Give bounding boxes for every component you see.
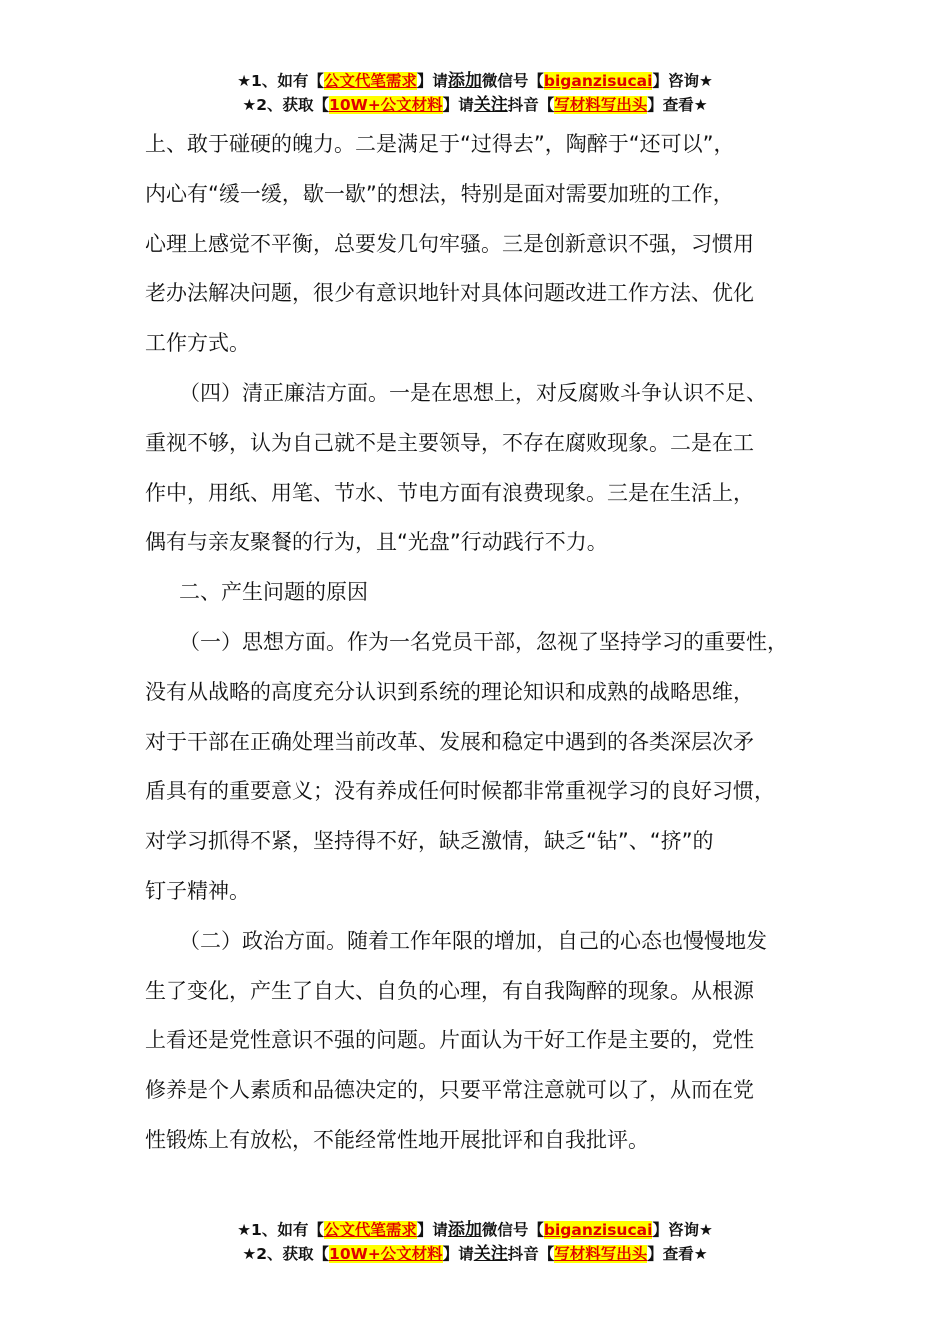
- text-line: 老办法解决问题，很少有意识地针对具体问题改进工作方法、优化: [145, 281, 754, 306]
- highlight: 公文代笔需求: [323, 1221, 417, 1239]
- text: 】请: [442, 1245, 474, 1263]
- text: ★2、获取【: [242, 1245, 330, 1263]
- text: ★1、如有【: [237, 72, 324, 90]
- underlined: 添加: [447, 1220, 482, 1240]
- banner-line-2: [0, 1242, 950, 1266]
- text: 抖音【: [507, 1245, 555, 1263]
- text-line: 对学习抓得不紧，坚持得不好，缺乏激情，缺乏“钻”、“挤”的: [145, 829, 714, 854]
- text: 抖音【: [507, 96, 555, 114]
- text-line: 对于干部在正确处理当前改革、发展和稳定中遇到的各类深层次矛: [145, 729, 754, 754]
- text-line: 工作方式。: [145, 331, 250, 356]
- highlight: 公文代笔需求: [323, 72, 417, 90]
- paragraph: [145, 120, 835, 369]
- highlight: 10W+公文材料: [329, 1245, 443, 1263]
- underlined: 添加: [447, 71, 482, 91]
- text: 】咨询★: [652, 1221, 713, 1239]
- text-line: 修养是个人素质和品德决定的，只要平常注意就可以了，从而在党: [145, 1078, 754, 1103]
- paragraph: [145, 618, 835, 917]
- paragraph: [145, 568, 835, 618]
- banner-line-1: [0, 69, 950, 93]
- text: 微信号【: [481, 72, 544, 90]
- douyin-id: 写材料写出头: [554, 96, 648, 114]
- text-line: 生了变化，产生了自大、自负的心理，有自我陶醉的现象。从根源: [145, 978, 754, 1003]
- document-body: [145, 120, 835, 1166]
- wechat-id: biganzisucai: [543, 1221, 653, 1239]
- underlined: 关注: [473, 95, 508, 115]
- underlined: 关注: [473, 1244, 508, 1264]
- text-line: 钉子精神。: [145, 878, 250, 903]
- text-line: 盾具有的重要意义；没有养成任何时候都非常重视学习的良好习惯，: [145, 779, 775, 804]
- text-line: （一）思想方面。作为一名党员干部，忽视了坚持学习的重要性，: [179, 629, 788, 654]
- text-line: 没有从战略的高度充分认识到系统的理论知识和成熟的战略思维，: [145, 679, 754, 704]
- highlight: 10W+公文材料: [329, 96, 443, 114]
- text-line: 上、敢于碰硬的魄力。二是满足于“过得去”，陶醉于“还可以”，: [145, 132, 735, 156]
- text-line: （四）清正廉洁方面。一是在思想上，对反腐败斗争认识不足、: [179, 380, 767, 405]
- text: 】请: [416, 72, 448, 90]
- paragraph: [145, 917, 835, 1166]
- bottom-banner: [0, 1218, 950, 1266]
- banner-line-1: [0, 1218, 950, 1242]
- text-line: （二）政治方面。随着工作年限的增加，自己的心态也慢慢地发: [179, 928, 767, 953]
- text: 】请: [442, 96, 474, 114]
- text: 】请: [416, 1221, 448, 1239]
- text: ★1、如有【: [237, 1221, 324, 1239]
- douyin-id: 写材料写出头: [554, 1245, 648, 1263]
- text: 】查看★: [647, 96, 708, 114]
- paragraph: [145, 369, 835, 568]
- text: 微信号【: [481, 1221, 544, 1239]
- text-line: 心理上感觉不平衡，总要发几句牢骚。三是创新意识不强，习惯用: [145, 231, 754, 256]
- text: ★2、获取【: [242, 96, 330, 114]
- text: 】查看★: [647, 1245, 708, 1263]
- text-line: 作中，用纸、用笔、节水、节电方面有浪费现象。三是在生活上，: [145, 480, 754, 505]
- banner-line-2: [0, 93, 950, 117]
- text-line: 上看还是党性意识不强的问题。片面认为干好工作是主要的，党性: [145, 1028, 754, 1053]
- text-line: 性锻炼上有放松，不能经常性地开展批评和自我批评。: [145, 1127, 649, 1152]
- text-line: 二、产生问题的原因: [179, 580, 368, 605]
- text-line: 内心有“缓一缓，歇一歇”的想法，特别是面对需要加班的工作，: [145, 181, 734, 206]
- top-banner: [0, 69, 950, 117]
- text-line: 偶有与亲友聚餐的行为，且“光盘”行动践行不力。: [145, 530, 608, 555]
- text-line: 重视不够，认为自己就不是主要领导，不存在腐败现象。二是在工: [145, 430, 754, 455]
- text: 】咨询★: [652, 72, 713, 90]
- wechat-id: biganzisucai: [543, 72, 653, 90]
